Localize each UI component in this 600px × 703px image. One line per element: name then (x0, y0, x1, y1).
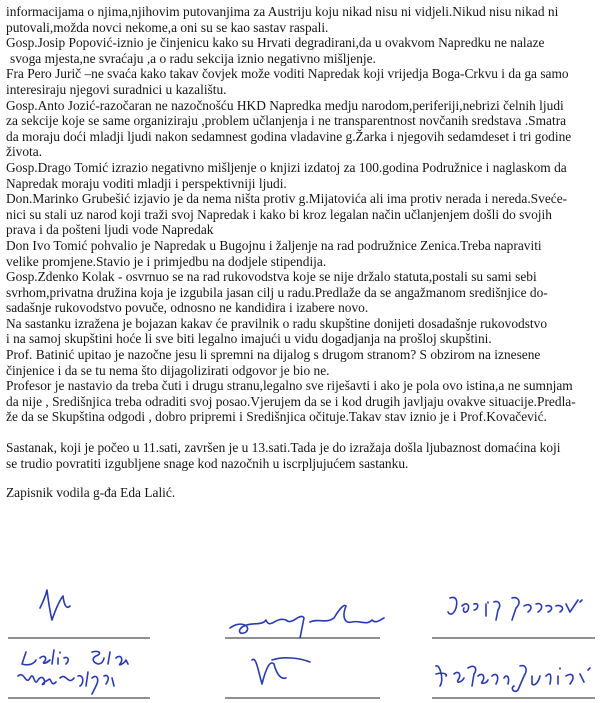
text-line: Sastanak, koji je počeo u 11.sati, završen je u 13.sati.Tada je do izražaja došla ljubaznost domaćina koji (6, 440, 561, 456)
text-line: se trudio povratiti izgubljene snage kod nazočnih u iscrpljujućem sastanku. (6, 455, 409, 471)
signature-scribble (230, 606, 384, 639)
text-line: Don Ivo Tomić pohvalio je Napredak u Bugojnu i žaljenje na rad podružnice Zenica.Treba napraviti (6, 237, 542, 253)
text-line: i na samoj skupštini hoće li sve biti legalno imajući u vidu dogadjanja na prošloj skupštini. (6, 331, 492, 347)
signature-scribble (448, 597, 582, 620)
text-line: života. (6, 144, 43, 160)
text-line: že da se Skupština odgodi , dobro pripremi i Središnjica očituje.Takav stav iznio je i Prof.Kovačević. (6, 409, 547, 425)
signature-scribble (18, 650, 128, 694)
text-line: nici su stali uz narod koji traži svoj Napredak i kako bi kroz legalan način učlanjenjem došli do svojih (6, 206, 552, 222)
text-line: velike promjene.Stavio je i primjedbu na dodjele stipendija. (6, 253, 327, 269)
text-line: informacijama o njima,njihovim putovanjima za Austriju koju nikad nisu ni vidjeli.Nikud nisu nikad ni (6, 4, 559, 19)
text-line: Gosp.Zdenko Kolak - osvrnuo se na rad rukovodstva koje se nije držalo statuta,postali su sami sebi (6, 269, 537, 285)
signatures-drawing (0, 560, 600, 703)
text-line: Na sastanku izražena je bojazan kakav će pravilnik o radu skupštine donijeti dosadašnje rukovodstvo (6, 315, 548, 331)
signatures-area (0, 560, 600, 703)
text-line: Gosp.Anto Jozić-razočaran ne nazočnošću HKD Napredka medju narodom,periferiji,nebrizi čelnih ljudi (6, 97, 564, 113)
minutes-document (6, 4, 596, 501)
text-line: Fra Pero Jurič –ne svaća kako takav čovjek može voditi Napredak koji vrijedja Boga-Crkvu i da ga samo (6, 66, 569, 82)
text-line: Gosp.Drago Tomić izrazio negativno mišljenje o knjizi izdatoj za 100.godina Podružnice i naglaskom da (6, 159, 567, 175)
text-line: Don.Marinko Grubešić izjavio je da nema ništa protiv g.Mijatovića ali ima protiv nerada i nereda.Sveće- (6, 191, 568, 207)
text-line: činjenice i da se tu nema što dijagolizirati odgovor je bio ne. (6, 362, 330, 378)
minutes-body (6, 4, 596, 425)
text-line: svrhom,privatna družina koja je izgubila jasan cilj u radu.Predlaže da se angažmanom središnjice do- (6, 284, 548, 300)
text-line: da nije , Središnjica treba odraditi svoj posao.Vjerujem da se i kod drugih javljaju ovakve situacije.Predla- (6, 393, 576, 409)
text-line: interesiraju njegovi suradnici u kazalištu. (6, 81, 227, 97)
text-line: da moraju doći mladji ljudi nakon sedamnest godina vladavine g.Žarka i njegovih sedamdeset i tri godine (6, 128, 572, 144)
recorder-line: Zapisnik vodila g-đa Eda Lalić. (6, 485, 176, 501)
text-line: Prof. Batinić upitao je nazočne jesu li spremni na dijalog s drugom stranom? S obzirom na iznesene (6, 347, 541, 363)
text-line: putovali,možda novci nekome,a oni su se kao sastav raspali. (6, 19, 329, 35)
signature-scribble (436, 666, 590, 692)
text-line: svoga mjesta,ne svraćaju ,a o radu sekcija iznio negativno mišljenje. (10, 50, 376, 66)
signature-scribble (40, 590, 70, 620)
text-line: sadašnje rukovodstvo povuče, odnosno ne kandidira i izabere novo. (6, 300, 369, 316)
signature-scribble (252, 658, 310, 684)
text-line: Napredak moraju voditi mladji i perspektivniji ljudi. (6, 175, 287, 191)
text-line: Profesor je nastavio da treba čuti i drugu stranu,legalno sve riješavti i ako je pola ovo istina,a ne sumnjam (6, 378, 573, 394)
text-line: Gosp.Josip Popović-iznio je činjenicu kako su Hrvati degradirani,da u ovakvom Napredku ne nalaze (6, 35, 545, 51)
text-line: za sekcije koje se same organiziraju ,problem učlanjenja i ne transparentnost novčanih sredstava .Smatra (6, 113, 567, 129)
text-line: prava i da pošteni ljudi vode Napredak (6, 222, 214, 238)
closing-paragraph (6, 440, 596, 471)
